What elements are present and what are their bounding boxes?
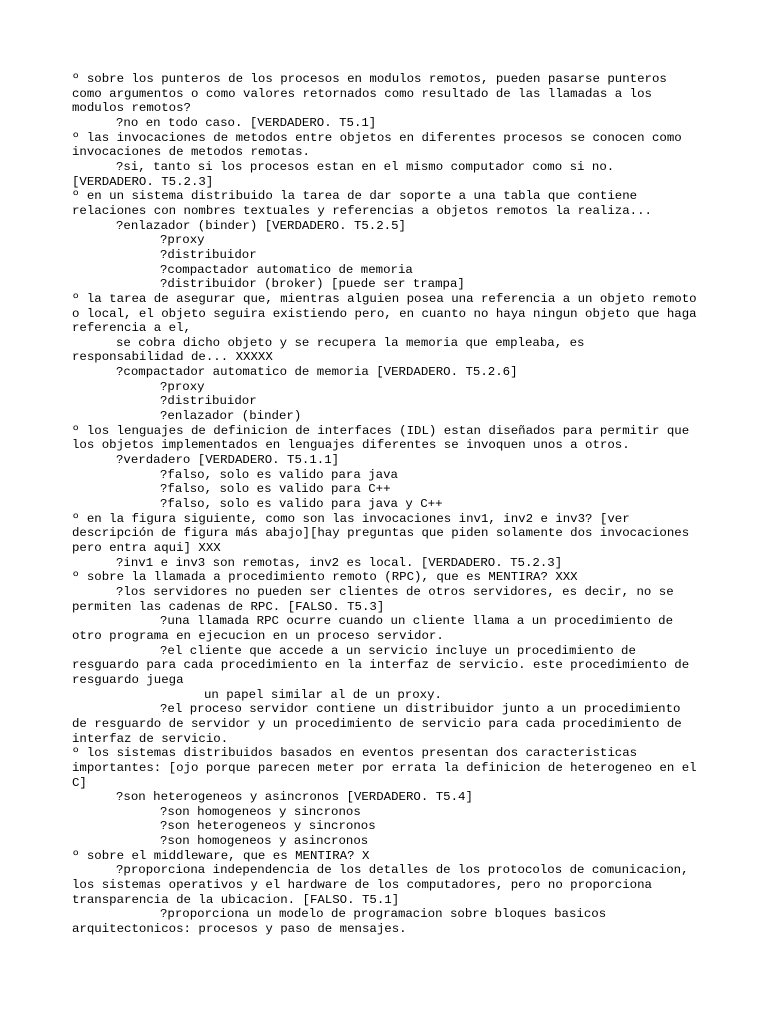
text-line: ?compactador automatico de memoria — [160, 262, 413, 277]
text-line: arquitectonicos: procesos y paso de mensajes. — [72, 922, 407, 937]
text-line: ?compactador automatico de memoria [VERDADERO. T5.2.6] — [116, 365, 518, 380]
text-line: permiten las cadenas de RPC. [FALSO. T5.3] — [72, 599, 385, 614]
text-line: ?son heterogeneos y sincronos — [160, 819, 376, 834]
text-line: º en la figura siguiente, como son las invocaciones inv1, inv2 e inv3? [ver descripción de figura más abajo][hay preguntas que piden solamente dos invocaciones pero entra aqui] XXX — [72, 511, 697, 555]
text-line: un papel similar al de un proxy. — [204, 687, 442, 702]
text-line: ?no en todo caso. [VERDADERO. T5.1] — [116, 115, 377, 130]
text-line: º los sistemas distribuidos basados en eventos presentan dos caracteristicas importantes: [ojo porque parecen meter por errata la definicion de heterogeneo en el C] — [72, 746, 705, 790]
text-line: ?verdadero [VERDADERO. T5.1.1] — [116, 453, 340, 468]
text-line: º los lenguajes de definicion de interfaces (IDL) estan diseñados para permitir que los objetos implementados en lenguajes diferentes se invoquen unos a otros. — [72, 423, 697, 453]
text-line: los sistemas operativos y el hardware de los computadores, pero no proporciona transparencia de la ubicacion. [FALSO. T5.1] — [72, 878, 660, 907]
text-line: otro programa en ejecucion en un proceso servidor. — [72, 628, 444, 643]
text-line: ?una llamada RPC ocurre cuando un cliente llama a un procedimiento de — [160, 614, 674, 629]
text-line: resguardo para cada procedimiento en la interfaz de servicio. este procedimiento de resguardo juega — [72, 658, 697, 687]
text-line: ?si, tanto si los procesos estan en el mismo computador como si no. — [116, 159, 615, 174]
text-line: ?enlazador (binder) — [160, 409, 302, 424]
text-line: º las invocaciones de metodos entre objetos en diferentes procesos se conocen como invocaciones de metodos remotas. — [72, 130, 690, 160]
text-line: responsabilidad de... XXXXX — [72, 350, 273, 365]
text-line: ?proporciona independencia de los detalles de los protocolos de comunicacion, — [116, 863, 689, 878]
text-line: ?distribuidor (broker) [puede ser trampa] — [160, 277, 465, 292]
text-line: ?son heterogeneos y asincronos [VERDADERO. T5.4] — [116, 790, 473, 805]
text-line: º en un sistema distribuido la tarea de dar soporte a una tabla que contiene relaciones con nombres textuales y referencias a objetos remotos la realiza... — [72, 189, 652, 218]
text-line: ?los servidores no pueden ser clientes de otros servidores, es decir, no se — [116, 584, 674, 599]
text-line: º sobre el middleware, que es MENTIRA? X — [72, 848, 370, 863]
text-line: de resguardo de servidor y un procedimiento de servicio para cada procedimiento de interfaz de servicio. — [72, 716, 690, 746]
text-line: ?proporciona un modelo de programacion sobre bloques basicos — [160, 907, 607, 922]
text-line: º sobre los punteros de los procesos en modulos remotos, pueden pasarse punteros como argumentos o como valores retornados como resultado de las llamadas a los modulos remotos? — [72, 72, 675, 116]
text-line: ?distribuidor — [160, 394, 257, 409]
document-page — [72, 72, 705, 937]
text-line: ?falso, solo es valido para java y C++ — [160, 497, 443, 512]
text-line: ?son homogeneos y asincronos — [160, 834, 369, 849]
text-line: º sobre la llamada a procedimiento remoto (RPC), que es MENTIRA? XXX — [72, 570, 578, 585]
text-line: ?distribuidor — [160, 247, 257, 262]
text-line: ?falso, solo es valido para java — [160, 467, 398, 482]
text-line: ?proxy — [160, 233, 205, 248]
text-line: ?el proceso servidor contiene un distribuidor junto a un procedimiento — [160, 702, 681, 717]
text-line: ?son homogeneos y sincronos — [160, 804, 361, 819]
text-line: ?el cliente que accede a un servicio incluye un procedimiento de — [160, 643, 636, 658]
text-line: ?falso, solo es valido para C++ — [160, 482, 391, 497]
text-line: se cobra dicho objeto y se recupera la memoria que empleaba, es — [116, 335, 585, 350]
text-line: ?inv1 e inv3 son remotas, inv2 es local. [VERDADERO. T5.2.3] — [116, 555, 563, 570]
text-line: º la tarea de asegurar que, mientras alguien posea una referencia a un objeto remoto o local, el objeto seguira existiendo pero, en cuanto no haya ningun objeto que haga referencia a el, — [72, 291, 705, 336]
text-line: [VERDADERO. T5.2.3] — [72, 174, 214, 189]
text-line: ?enlazador (binder) [VERDADERO. T5.2.5] — [116, 218, 406, 233]
text-line: ?proxy — [160, 379, 205, 394]
